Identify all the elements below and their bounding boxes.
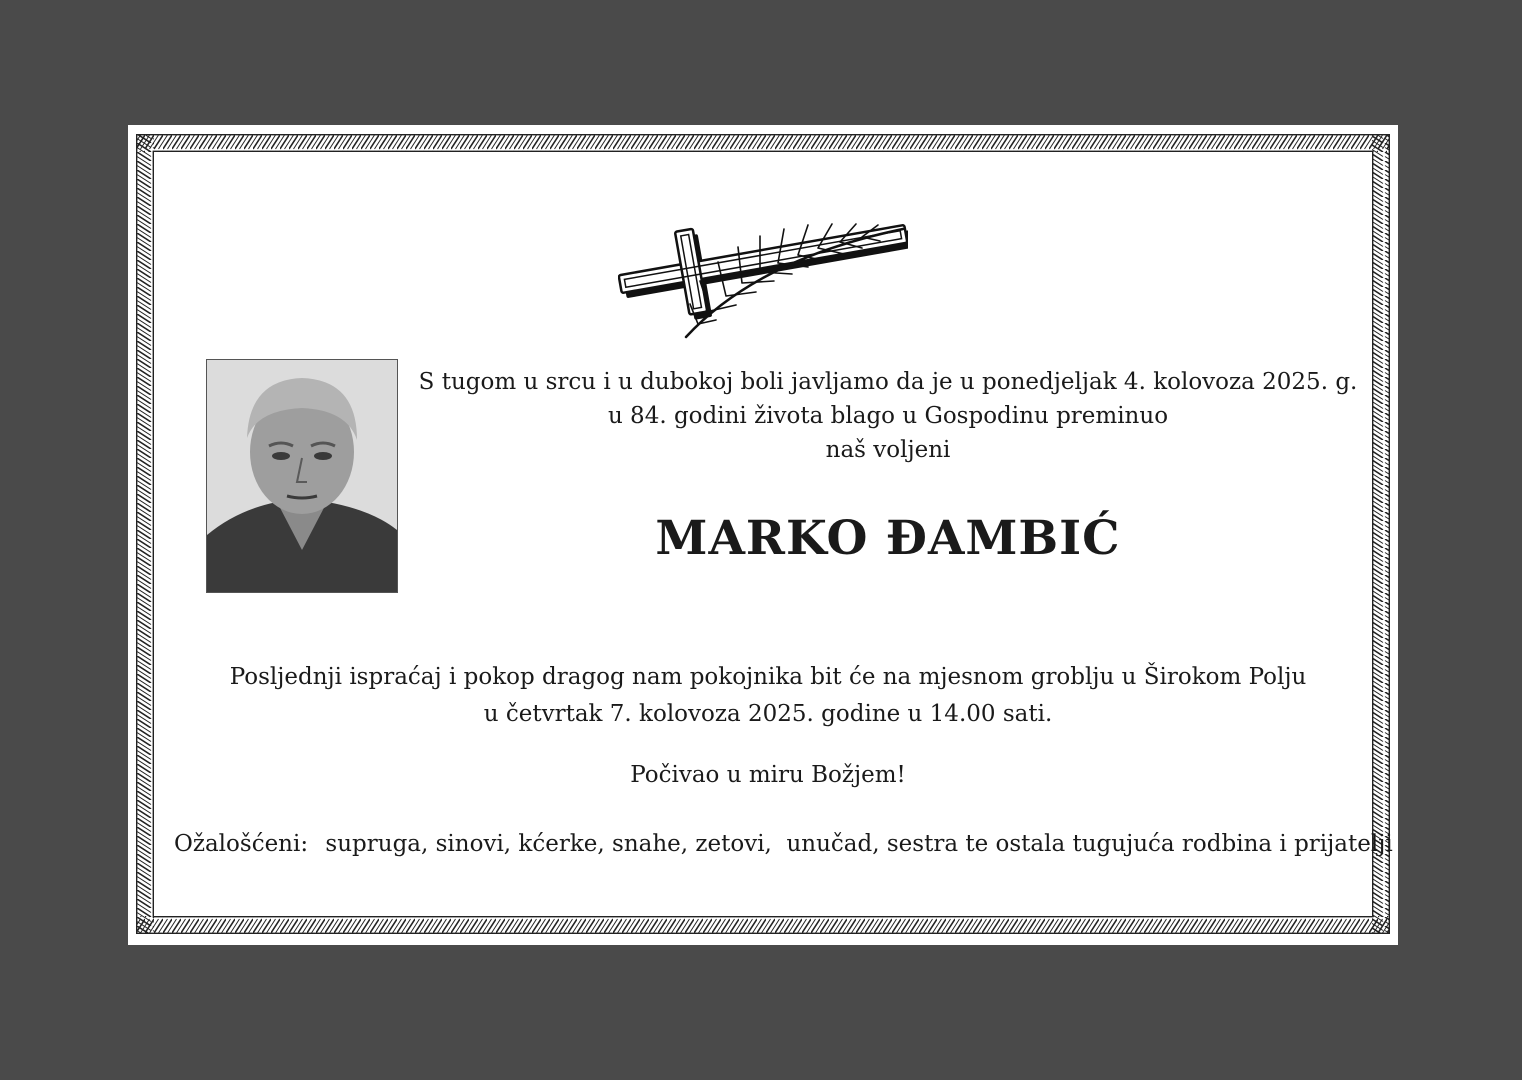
funeral-line: Posljednji ispraćaj i pokop dragog nam pokojnika bit će na mjesnom groblju u Širokom Polju — [229, 664, 1307, 690]
obituary-notice — [128, 125, 1398, 945]
funeral-details — [168, 659, 1368, 733]
cross-with-palm-icon — [618, 199, 908, 344]
mourners-line — [174, 831, 1393, 857]
deceased-portrait-photo — [206, 359, 398, 593]
rest-in-peace-text: Počivao u miru Božjem! — [630, 762, 906, 788]
intro-line: u 84. godini života blago u Gospodinu preminuo — [607, 403, 1169, 429]
intro-line: S tugom u srcu i u dubokoj boli javljamo da je u ponedjeljak 4. kolovoza 2025. g. — [418, 369, 1358, 395]
funeral-line: u četvrtak 7. kolovoza 2025. godine u 14.00 sati. — [483, 701, 1053, 727]
intro-line: naš voljeni — [825, 437, 951, 463]
mourners-text: supruga, sinovi, kćerke, snahe, zetovi, unučad, sestra te ostala tugujuća rodbina i prijatelji — [325, 831, 1393, 857]
mourners-label: Ožalošćeni: — [174, 831, 309, 857]
deceased-name: MARKO ĐAMBIĆ — [655, 511, 1121, 566]
announcement-intro — [388, 365, 1388, 467]
